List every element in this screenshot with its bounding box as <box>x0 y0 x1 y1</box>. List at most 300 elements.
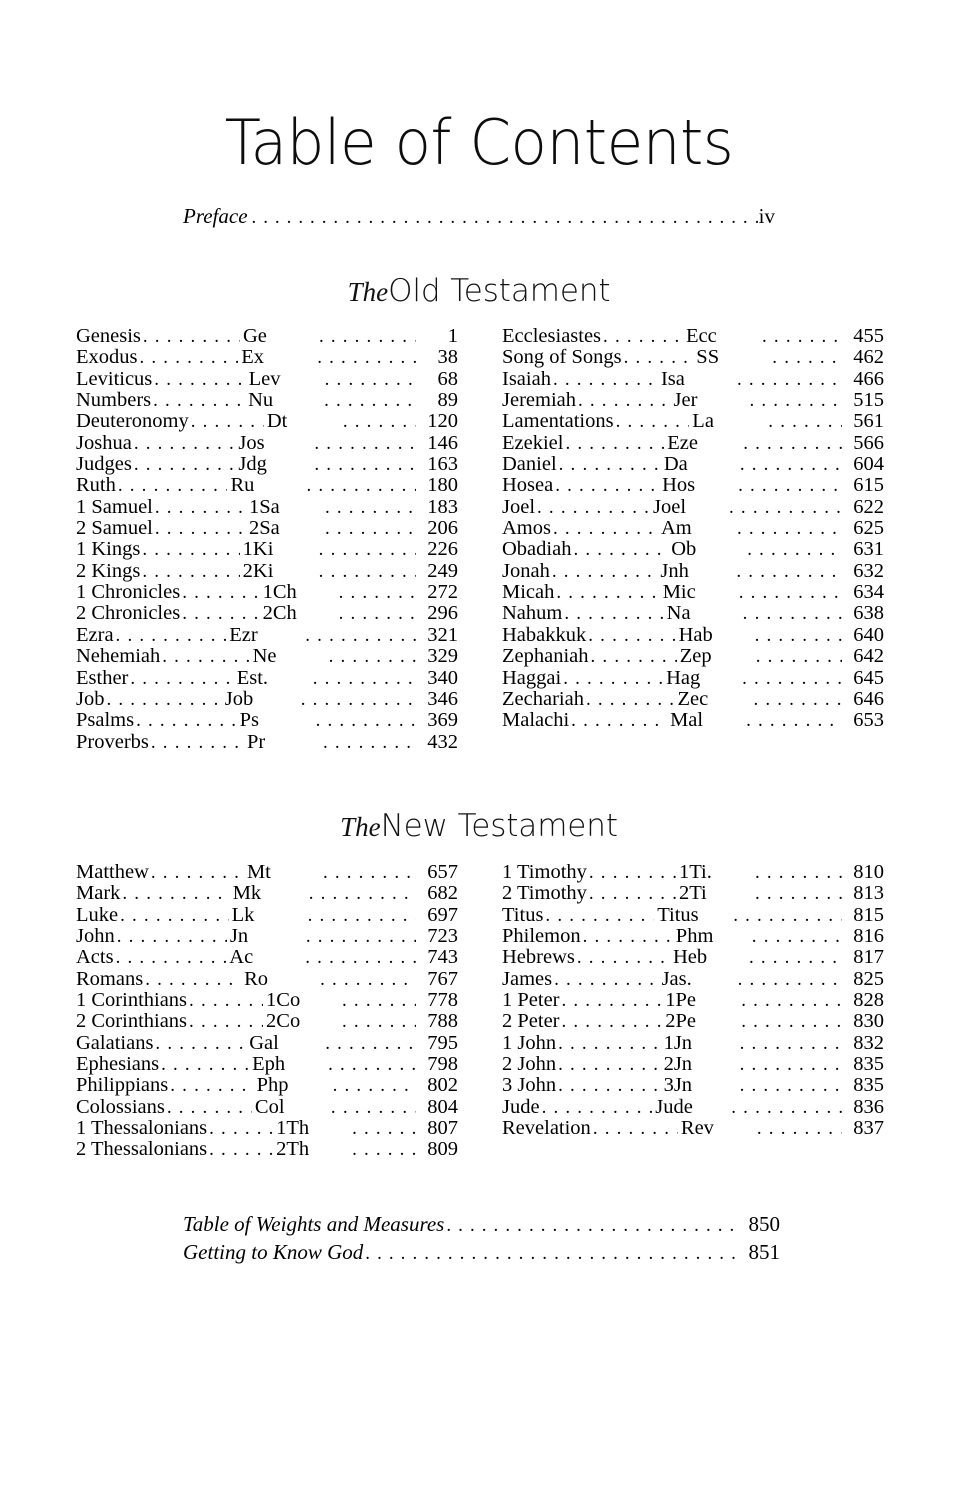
dot-leader <box>750 390 843 411</box>
book-page-number: 815 <box>853 903 884 926</box>
book-entry-row[interactable] <box>502 646 884 667</box>
dot-leader <box>772 347 842 368</box>
dot-leader <box>616 411 690 432</box>
book-entry-row[interactable] <box>76 947 458 968</box>
dot-leader <box>142 539 239 560</box>
book-name: Philippians <box>76 1074 169 1097</box>
book-entry-row[interactable] <box>76 646 458 667</box>
dot-leader <box>120 905 228 926</box>
book-entry-row[interactable] <box>502 625 884 646</box>
dot-leader <box>752 926 842 947</box>
dot-leader <box>308 905 416 926</box>
dot-leader <box>325 1033 416 1054</box>
book-name: Ruth <box>76 474 116 497</box>
book-entry-row[interactable] <box>502 561 884 582</box>
book-abbreviation: Ob <box>671 538 697 561</box>
book-entry-row[interactable] <box>76 582 458 603</box>
dot-leader <box>314 433 416 454</box>
book-abbreviation: Jnh <box>660 559 689 582</box>
dot-leader <box>116 947 227 968</box>
book-entry-row[interactable] <box>76 1054 458 1075</box>
book-abbreviation: Jude <box>655 1095 693 1118</box>
book-abbreviation: 1Sa <box>248 495 280 518</box>
book-page-number: 631 <box>853 538 884 561</box>
book-page-number: 817 <box>853 946 884 969</box>
dot-leader <box>558 1075 660 1096</box>
dot-leader <box>558 1033 660 1054</box>
book-name: 2 Samuel <box>76 517 153 540</box>
dot-leader <box>731 1097 842 1118</box>
book-entry-row[interactable] <box>76 1075 458 1096</box>
book-entry-row[interactable] <box>76 369 458 390</box>
book-abbreviation: 1Ti. <box>678 861 712 883</box>
book-name: Hosea <box>502 474 554 497</box>
book-name: James <box>502 967 553 990</box>
book-entry-row[interactable] <box>502 347 884 368</box>
dot-leader <box>142 561 239 582</box>
book-entry-row[interactable] <box>502 497 884 518</box>
book-abbreviation: Eze <box>667 431 698 454</box>
book-entry-row[interactable] <box>76 1011 458 1032</box>
appendix-page-number: 851 <box>748 1240 780 1264</box>
book-name: Haggai <box>502 666 562 689</box>
new-testament-right-column <box>502 862 884 1161</box>
dot-leader <box>589 862 676 883</box>
book-entry-row[interactable] <box>502 454 884 475</box>
dot-leader <box>151 862 244 883</box>
dot-leader <box>573 539 668 560</box>
book-name: 1 Peter <box>502 989 560 1012</box>
book-entry-row[interactable] <box>76 433 458 454</box>
dot-leader <box>588 625 675 646</box>
dot-leader <box>747 539 842 560</box>
book-entry-row[interactable] <box>76 689 458 710</box>
book-name: Joel <box>502 495 536 518</box>
book-name: Colossians <box>76 1095 165 1118</box>
book-name: 2 Timothy <box>502 882 587 905</box>
dot-leader <box>154 369 245 390</box>
dot-leader <box>591 646 677 667</box>
book-entry-row[interactable] <box>76 625 458 646</box>
book-name: Ecclesiastes <box>502 325 602 347</box>
dot-leader <box>603 326 683 347</box>
book-abbreviation: Lev <box>248 367 281 390</box>
book-page-number: 830 <box>853 1010 884 1033</box>
book-abbreviation: 2Sa <box>248 517 280 540</box>
book-page-number: 809 <box>427 1138 458 1161</box>
book-name: Revelation <box>502 1117 591 1140</box>
dot-leader <box>565 433 664 454</box>
dot-leader <box>339 603 416 624</box>
appendix-entries <box>183 1211 780 1267</box>
book-abbreviation: Pr <box>246 730 266 753</box>
book-entry-row[interactable] <box>76 926 458 947</box>
dot-leader <box>559 454 661 475</box>
book-page-number: 296 <box>427 602 458 625</box>
preface-entry[interactable] <box>183 204 775 229</box>
book-page-number: 813 <box>853 882 884 905</box>
book-page-number: 249 <box>427 559 458 582</box>
book-abbreviation: 2Pe <box>665 1010 696 1033</box>
dot-leader <box>331 1097 416 1118</box>
dot-leader <box>182 582 259 603</box>
book-abbreviation: Ecc <box>686 325 717 347</box>
book-name: 1 Corinthians <box>76 989 188 1012</box>
dot-leader <box>116 625 227 646</box>
book-abbreviation: 2Ki <box>242 559 274 582</box>
book-page-number: 828 <box>853 989 884 1012</box>
appendix-label: Getting to Know God <box>183 1240 364 1264</box>
dot-leader <box>562 1011 663 1032</box>
dot-leader <box>320 969 416 990</box>
dot-leader <box>143 326 240 347</box>
book-entry-row[interactable] <box>76 326 458 347</box>
book-page-number: 120 <box>427 410 458 433</box>
book-entry-row[interactable] <box>502 883 884 904</box>
dot-leader <box>309 883 416 904</box>
book-name: Malachi <box>502 709 570 732</box>
book-page-number: 657 <box>427 861 458 883</box>
book-abbreviation: Ac <box>229 946 254 969</box>
book-abbreviation: Isa <box>660 367 685 390</box>
book-name: Joshua <box>76 431 132 454</box>
dot-leader <box>740 1033 842 1054</box>
book-entry-row[interactable] <box>502 905 884 926</box>
book-name: Acts <box>76 946 114 969</box>
old-testament-right-column <box>502 326 884 753</box>
book-entry-row[interactable] <box>502 1097 884 1118</box>
dot-leader <box>736 561 842 582</box>
book-abbreviation: Ru <box>230 474 255 497</box>
book-entry-row[interactable] <box>502 475 884 496</box>
dot-leader <box>743 433 842 454</box>
dot-leader <box>556 582 659 603</box>
book-entry-row[interactable] <box>76 347 458 368</box>
book-entry-row[interactable] <box>76 862 458 883</box>
book-entry-row[interactable] <box>76 1033 458 1054</box>
book-abbreviation: Eph <box>252 1053 286 1076</box>
old-testament-book-columns <box>0 326 958 753</box>
book-entry-row[interactable] <box>76 518 458 539</box>
book-name: 1 Samuel <box>76 495 153 518</box>
dot-leader <box>542 1097 653 1118</box>
dot-leader <box>740 1054 842 1075</box>
book-page-number: 1 <box>447 325 458 347</box>
book-abbreviation: 1Ch <box>262 581 297 604</box>
book-abbreviation: Ps <box>239 709 259 732</box>
book-name: Amos <box>502 517 551 540</box>
book-abbreviation: Titus <box>657 903 699 926</box>
dot-leader <box>319 561 416 582</box>
book-name: Jude <box>502 1095 540 1118</box>
book-name: Galatians <box>76 1031 154 1054</box>
dot-leader <box>155 518 246 539</box>
book-abbreviation: Da <box>663 453 688 476</box>
book-entry-row[interactable] <box>76 539 458 560</box>
book-entry-row[interactable] <box>502 603 884 624</box>
book-entry-row[interactable] <box>502 1011 884 1032</box>
dot-leader <box>589 883 676 904</box>
book-entry-row[interactable] <box>502 326 884 347</box>
book-entry-row[interactable] <box>502 947 884 968</box>
book-entry-row[interactable] <box>502 411 884 432</box>
dot-leader <box>555 475 659 496</box>
book-page-number: 638 <box>853 602 884 625</box>
dot-leader <box>768 411 842 432</box>
book-page-number: 642 <box>853 645 884 668</box>
book-abbreviation: Zep <box>679 645 712 668</box>
book-entry-row[interactable] <box>502 518 884 539</box>
book-entry-row[interactable] <box>502 926 884 947</box>
book-page-number: 455 <box>853 325 884 347</box>
dot-leader <box>563 668 663 689</box>
book-entry-row[interactable] <box>502 1054 884 1075</box>
dot-leader <box>762 326 842 347</box>
dot-leader <box>552 561 658 582</box>
book-entry-row[interactable] <box>502 1118 884 1139</box>
book-page-number: 816 <box>853 925 884 948</box>
book-abbreviation: Job <box>224 687 254 710</box>
old-testament-left-column <box>76 326 458 753</box>
book-entry-row[interactable] <box>76 475 458 496</box>
book-abbreviation: Hos <box>662 474 696 497</box>
new-testament-left-column <box>76 862 458 1161</box>
dot-leader <box>553 518 658 539</box>
dot-leader <box>167 1097 252 1118</box>
book-name: Proverbs <box>76 730 149 753</box>
book-page-number: 788 <box>427 1010 458 1033</box>
book-name: Judges <box>76 453 132 476</box>
book-page-number: 369 <box>427 709 459 732</box>
dot-leader <box>333 1075 416 1096</box>
dot-leader <box>738 475 842 496</box>
book-page-number: 146 <box>427 431 458 454</box>
book-page-number: 767 <box>427 967 458 990</box>
book-abbreviation: Zec <box>677 687 709 710</box>
book-entry-row[interactable] <box>502 1033 884 1054</box>
dot-leader <box>191 411 264 432</box>
book-name: Job <box>76 687 105 710</box>
appendix-label: Table of Weights and Measures <box>183 1212 445 1236</box>
book-entry-row[interactable] <box>502 710 884 731</box>
book-name: Lamentations <box>502 410 614 433</box>
book-page-number: 329 <box>427 645 458 668</box>
dot-leader <box>733 905 842 926</box>
dot-leader <box>755 625 842 646</box>
dot-leader <box>306 475 416 496</box>
book-abbreviation: La <box>692 410 714 433</box>
dot-leader <box>161 1054 249 1075</box>
book-abbreviation: Ge <box>242 325 267 347</box>
book-page-number: 561 <box>853 410 884 433</box>
page-title: Table of Contents <box>224 105 734 179</box>
book-entry-row[interactable] <box>502 433 884 454</box>
book-entry-row[interactable] <box>502 668 884 689</box>
book-page-number: 682 <box>427 882 458 905</box>
book-abbreviation: Ex <box>241 346 265 369</box>
dot-leader <box>593 1118 678 1139</box>
new-testament-heading <box>0 810 958 842</box>
book-entry-row[interactable] <box>76 1139 458 1160</box>
book-entry-row[interactable] <box>76 561 458 582</box>
dot-leader <box>151 732 244 753</box>
book-abbreviation: SS <box>696 346 720 369</box>
dot-leader <box>586 689 675 710</box>
book-abbreviation: Jdg <box>238 453 267 476</box>
book-page-number: 835 <box>853 1074 885 1097</box>
dot-leader <box>755 862 842 883</box>
book-entry-row[interactable] <box>76 710 458 731</box>
book-abbreviation: 2Th <box>276 1138 310 1161</box>
book-entry-row[interactable] <box>76 883 458 904</box>
dot-leader <box>155 1033 246 1054</box>
dot-leader <box>305 625 416 646</box>
book-name: 2 Thessalonians <box>76 1138 208 1161</box>
book-entry-row[interactable] <box>76 990 458 1011</box>
book-entry-row[interactable] <box>502 539 884 560</box>
dot-leader <box>305 947 416 968</box>
dot-leader <box>323 862 416 883</box>
book-abbreviation: Ezr <box>229 623 258 646</box>
book-page-number: 634 <box>853 581 884 604</box>
dot-leader <box>122 883 229 904</box>
book-page-number: 807 <box>427 1117 458 1140</box>
book-abbreviation: Lk <box>231 903 255 926</box>
book-name: Numbers <box>76 389 152 412</box>
dot-leader <box>741 990 842 1011</box>
book-page-number: 340 <box>427 666 458 689</box>
book-name: 1 Chronicles <box>76 581 181 604</box>
dot-leader <box>755 883 842 904</box>
book-name: Zephaniah <box>502 645 589 668</box>
book-page-number: 798 <box>427 1053 458 1076</box>
book-name: 3 John <box>502 1074 557 1097</box>
book-page-number: 743 <box>427 946 458 969</box>
dot-leader <box>553 369 658 390</box>
dot-leader <box>737 369 842 390</box>
book-page-number: 697 <box>427 903 458 926</box>
dot-leader <box>170 1075 253 1096</box>
book-name: 2 John <box>502 1053 557 1076</box>
book-abbreviation: Est. <box>236 666 269 689</box>
dot-leader <box>134 454 236 475</box>
book-name: Philemon <box>502 925 581 948</box>
book-entry-row[interactable] <box>502 990 884 1011</box>
book-name: 2 Chronicles <box>76 602 181 625</box>
book-page-number: 566 <box>853 431 884 454</box>
book-abbreviation: 1Ki <box>242 538 274 561</box>
dot-leader <box>756 646 842 667</box>
book-entry-row[interactable] <box>502 689 884 710</box>
book-entry-row[interactable] <box>502 862 884 883</box>
dot-leader <box>554 969 658 990</box>
book-entry-row[interactable] <box>502 369 884 390</box>
book-page-number: 183 <box>427 495 458 518</box>
book-entry-row[interactable] <box>76 603 458 624</box>
book-abbreviation: 1Co <box>266 989 301 1012</box>
book-abbreviation: Na <box>666 602 691 625</box>
dot-leader <box>134 433 236 454</box>
dot-leader <box>446 1213 742 1239</box>
dot-leader <box>746 710 842 731</box>
book-entry-row[interactable] <box>76 497 458 518</box>
old-testament-heading <box>0 275 958 307</box>
book-page-number: 226 <box>427 538 458 561</box>
dot-leader <box>325 369 416 390</box>
book-name: Ephesians <box>76 1053 160 1076</box>
book-entry-row[interactable] <box>502 969 884 990</box>
dot-leader <box>319 326 416 347</box>
book-abbreviation: Jn <box>229 925 249 948</box>
book-abbreviation: 2Jn <box>663 1053 693 1076</box>
book-page-number: 163 <box>427 453 458 476</box>
book-abbreviation: 2Ti <box>678 882 707 905</box>
dot-leader <box>342 990 416 1011</box>
book-abbreviation: 1Jn <box>663 1031 693 1054</box>
book-page-number: 89 <box>437 389 458 412</box>
book-entry-row[interactable] <box>76 905 458 926</box>
appendix-page-number: 850 <box>748 1212 780 1236</box>
book-abbreviation: Hag <box>666 666 701 689</box>
dot-leader <box>136 710 236 731</box>
book-page-number: 836 <box>853 1095 884 1118</box>
dot-leader <box>323 732 416 753</box>
book-page-number: 515 <box>853 389 884 412</box>
book-abbreviation: Jas. <box>661 967 692 990</box>
book-page-number: 432 <box>427 730 458 753</box>
book-entry-row[interactable] <box>76 454 458 475</box>
book-page-number: 272 <box>427 581 458 604</box>
book-page-number: 625 <box>853 517 884 540</box>
dot-leader <box>583 926 673 947</box>
book-name: Ezra <box>76 623 114 646</box>
book-abbreviation: Heb <box>672 946 708 969</box>
book-page-number: 466 <box>853 367 884 390</box>
book-page-number: 38 <box>437 346 458 369</box>
new-testament-book-columns <box>0 862 958 1161</box>
book-page-number: 646 <box>853 687 884 710</box>
dot-leader <box>130 668 233 689</box>
book-entry-row[interactable] <box>76 1097 458 1118</box>
book-name: 1 Kings <box>76 538 141 561</box>
book-page-number: 832 <box>853 1031 885 1054</box>
dot-leader <box>189 1011 263 1032</box>
appendix-entry[interactable] <box>183 1239 780 1267</box>
book-entry-row[interactable] <box>76 390 458 411</box>
book-page-number: 837 <box>853 1117 884 1140</box>
dot-leader <box>153 390 245 411</box>
book-name: Genesis <box>76 325 141 347</box>
book-entry-row[interactable] <box>502 582 884 603</box>
book-name: Jeremiah <box>502 389 576 412</box>
book-entry-row[interactable] <box>76 1118 458 1139</box>
dot-leader <box>757 1118 842 1139</box>
book-entry-row[interactable] <box>502 390 884 411</box>
book-name: Matthew <box>76 861 149 883</box>
book-entry-row[interactable] <box>76 411 458 432</box>
dot-leader <box>740 454 842 475</box>
book-name: Isaiah <box>502 367 551 390</box>
appendix-entry[interactable] <box>183 1211 780 1239</box>
book-entry-row[interactable] <box>76 668 458 689</box>
book-abbreviation: Nu <box>248 389 274 412</box>
dot-leader <box>306 926 416 947</box>
dot-leader <box>209 1139 273 1160</box>
book-entry-row[interactable] <box>76 732 458 753</box>
dot-leader <box>182 603 259 624</box>
book-entry-row[interactable] <box>502 1075 884 1096</box>
book-entry-row[interactable] <box>76 969 458 990</box>
